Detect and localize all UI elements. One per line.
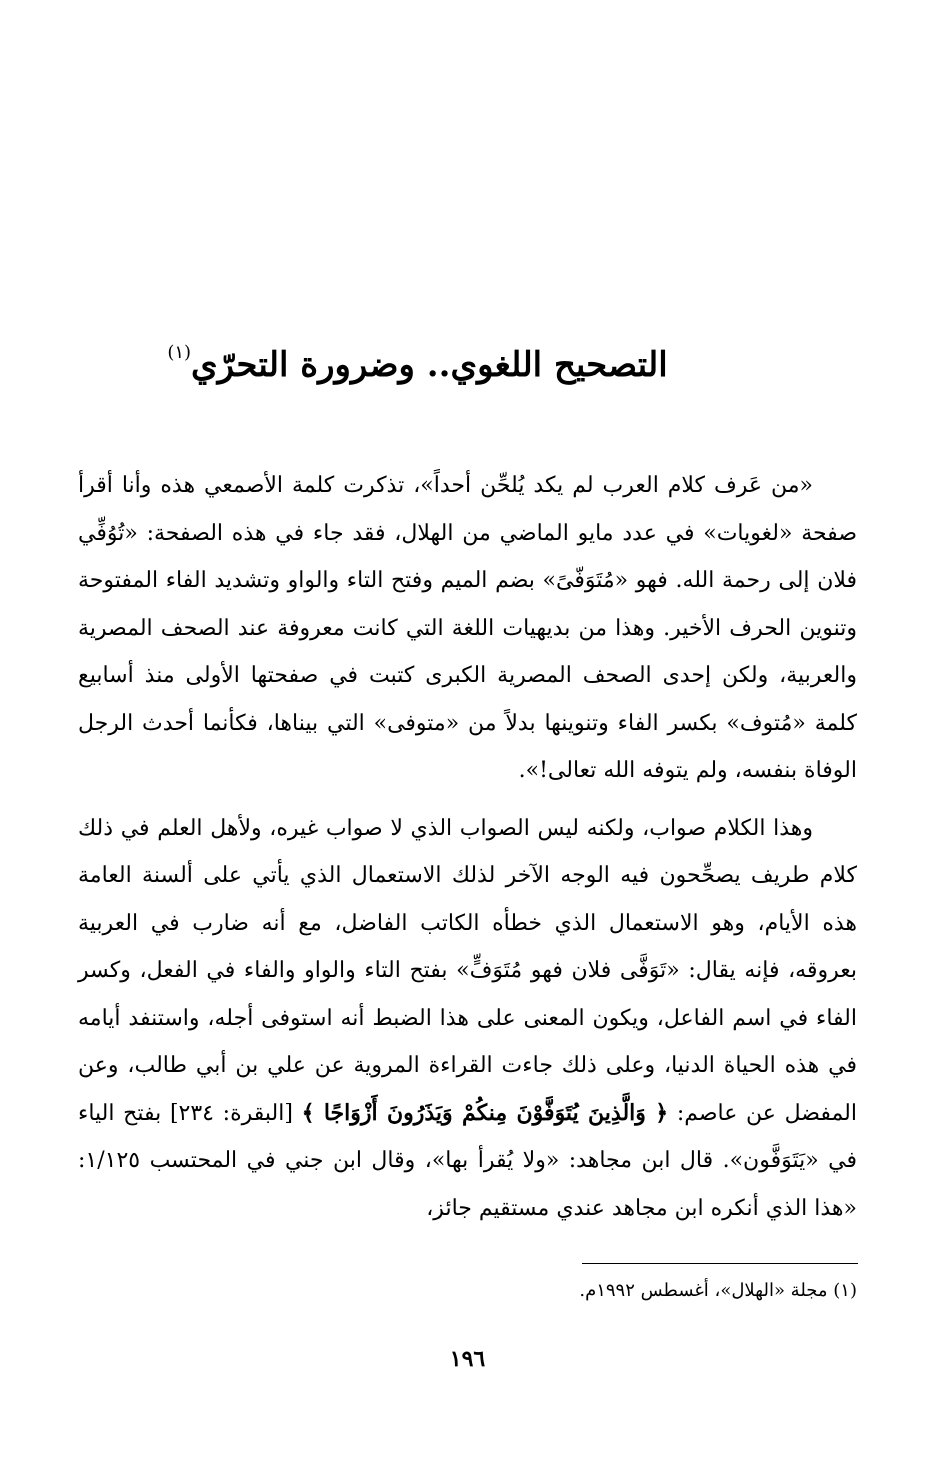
footnote: (١) مجلة «الهلال»، أغسطس ١٩٩٢م. <box>579 1280 857 1301</box>
quran-verse: ﴿ وَالَّذِينَ يُتَوَفَّوْنَ مِنكُمْ وَيَذَرُونَ أَزْوَاجًا ﴾ <box>301 1099 669 1126</box>
paragraph-1: «من عَرف كلام العرب لم يكد يُلحِّن أحداً»، تذكرت كلمة الأصمعي هذه وأنا أقرأ صفحة «لغويات» في عدد مايو الماضي من الهلال، فقد جاء في هذه الصفحة: «تُوُفِّي فلان إلى رحمة الله. فهو «مُتَوَفّىً» بضم الميم وفتح التاء والواو وتشديد الفاء المفتوحة وتنوين الحرف الأخير. وهذا من بديهيات اللغة التي كانت معروفة عند الصحف المصرية والعربية، ولكن إحدى الصحف المصرية الكبرى كتبت في صفحتها الأولى منذ أسابيع كلمة «مُتوف» بكسر الفاء وتنوينها بدلاً من «متوفى» التي بيناها، فكأنما أحدث الرجل الوفاة بنفسه، ولم يتوفه الله تعالى!». <box>78 473 857 783</box>
chapter-title-text: التصحيح اللغوي.. وضرورة التحرّي <box>191 345 668 385</box>
footnote-divider <box>582 1263 858 1264</box>
paragraph-2-tail: [البقرة: ٢٣٤] بفتح الياء في «يَتَوَفَّون». قال ابن مجاهد: «ولا يُقرأ بها»، وقال ابن جني في المحتسب ١/١٢٥: «هذا الذي أنكره ابن مجاهد عندي مستقيم جائز، <box>78 1100 857 1221</box>
chapter-title <box>100 318 735 400</box>
main-text <box>78 462 857 1232</box>
footnote-marker: (١) <box>167 342 192 363</box>
paragraph-2 <box>78 805 857 1233</box>
page-number: ١٩٦ <box>449 1346 486 1372</box>
paragraph-2-text: وهذا الكلام صواب، ولكنه ليس الصواب الذي لا صواب غيره، ولأهل العلم في ذلك كلام طريف يصحِّحون فيه الوجه الآخر لذلك الاستعمال الذي يأتي على ألسنة العامة هذه الأيام، وهو الاستعمال الذي خطأه الكاتب الفاضل، مع أنه ضارب في العربية بعروقه، فإنه يقال: «تَوَفَّى فلان فهو مُتَوَفٍّ» بفتح التاء والواو والفاء في الفعل، وكسر الفاء في اسم الفاعل، ويكون المعنى على هذا الضبط أنه استوفى أجله، واستنفد أيامه في هذه الحياة الدنيا، وعلى ذلك جاءت القراءة المروية عن علي بن أبي طالب، وعن المفضل عن عاصم: <box>78 815 858 1126</box>
